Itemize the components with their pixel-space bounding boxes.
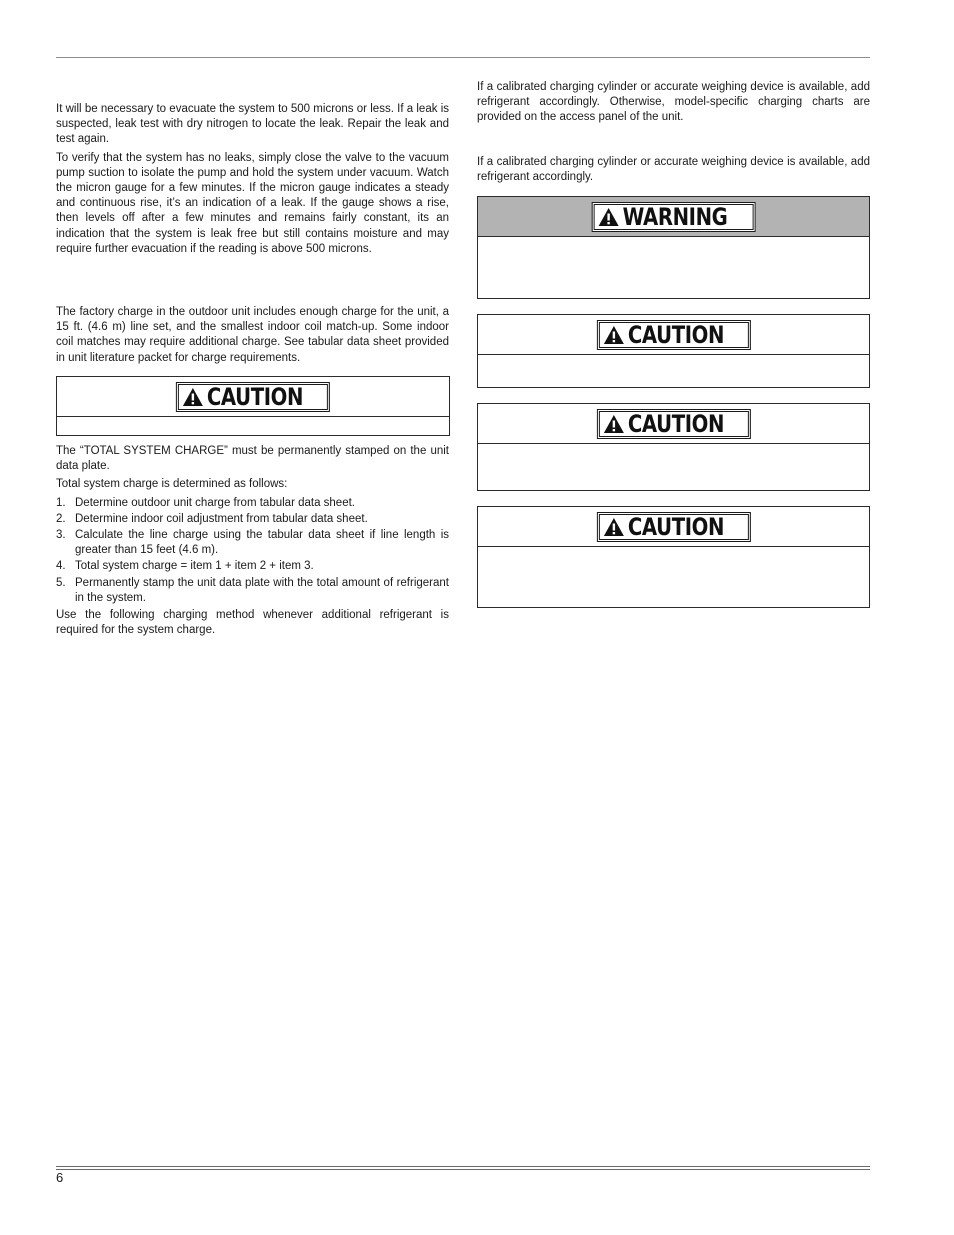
warning-triangle-icon (602, 414, 624, 434)
caution-badge (176, 382, 330, 412)
caution-header (478, 507, 869, 547)
warning-triangle-icon (182, 387, 204, 407)
list-item: 5. Permanently stamp the unit data plate with the total amount of refrigerant in the system. (56, 576, 449, 604)
header-rule (56, 57, 870, 58)
caution-badge (596, 512, 750, 542)
list-item: 4. Total system charge = item 1 + item 2 + item 3. (56, 560, 314, 573)
page-number: 6 (56, 1170, 64, 1185)
charging-chart-paragraph: If a calibrated charging cylinder or accurate weighing device is available, add refrigerant accordingly. Otherwise, model-specific charging charts are provided on the access panel of the unit. (477, 81, 870, 124)
warning-box (477, 196, 870, 299)
caution-box-right-2 (477, 403, 870, 491)
footer-rule (56, 1166, 870, 1167)
caution-header (478, 315, 869, 355)
caution-badge (596, 320, 750, 350)
charging-chart-text (477, 80, 870, 126)
caution-header (57, 377, 449, 417)
caution-header (478, 404, 869, 444)
stamp-paragraph: The “TOTAL SYSTEM CHARGE” must be permanently stamped on the unit data plate. (56, 445, 449, 473)
list-item: 1. Determine outdoor unit charge from tabular data sheet. (56, 496, 355, 509)
factory-charge-text (56, 305, 449, 366)
caution-label: CAUTION (627, 320, 724, 349)
caution-box-right-3 (477, 506, 870, 608)
caution-label: CAUTION (206, 382, 304, 411)
leak-verify-paragraph: To verify that the system has no leaks, simply close the valve to the vacuum pump suction to isolate the pump and hold the system under vacuum. Watch the micron gauge for a few minutes. If the micron gauge indicates a steady and continuous rise, it’s an indication of a leak. If the gauge shows a rise, then levels off after a few minutes and remains fairly constant, its an indication that the system is leak free but still contains moisture and may require further evacuation if the reading is above 500 microns. (56, 151, 449, 255)
caution-label: CAUTION (627, 512, 724, 541)
warning-badge (591, 202, 756, 232)
caution-box-left (56, 376, 450, 436)
evacuation-paragraph: It will be necessary to evacuate the system to 500 microns or less. If a leak is suspected, leak test with dry nitrogen to locate the leak. Repair the leak and test again. (56, 103, 449, 146)
list-item: 3. Calculate the line charge using the tabular data sheet if line length is greater than 15 feet (4.6 m). (56, 529, 449, 557)
evacuation-text (56, 102, 449, 257)
caution-label: CAUTION (627, 409, 724, 438)
list-item: 2. Determine indoor coil adjustment from tabular data sheet. (56, 512, 368, 525)
weighing-text (477, 155, 870, 185)
factory-charge-paragraph: The factory charge in the outdoor unit includes enough charge for the unit, a 15 ft. (4.6 m) line set, and the smallest indoor coil match-up. Some indoor coil matches may require additional charge. See tabular data sheet provided in unit literature packet for charge requirements. (56, 306, 449, 364)
warning-triangle-icon (602, 325, 624, 345)
warning-triangle-icon (602, 517, 624, 537)
footer-rule (56, 1169, 870, 1170)
warning-header (478, 197, 869, 237)
caution-badge (596, 409, 750, 439)
charge-steps-list (56, 496, 449, 606)
weighing-paragraph: If a calibrated charging cylinder or accurate weighing device is available, add refrigerant accordingly. (477, 156, 870, 184)
warning-label: WARNING (622, 202, 727, 231)
warning-triangle-icon (597, 207, 619, 227)
total-charge-intro: Total system charge is determined as follows: (56, 478, 288, 491)
charge-steps-text (56, 444, 449, 638)
charging-method-paragraph: Use the following charging method whenever additional refrigerant is required for the system charge. (56, 609, 449, 637)
caution-box-right-1 (477, 314, 870, 388)
